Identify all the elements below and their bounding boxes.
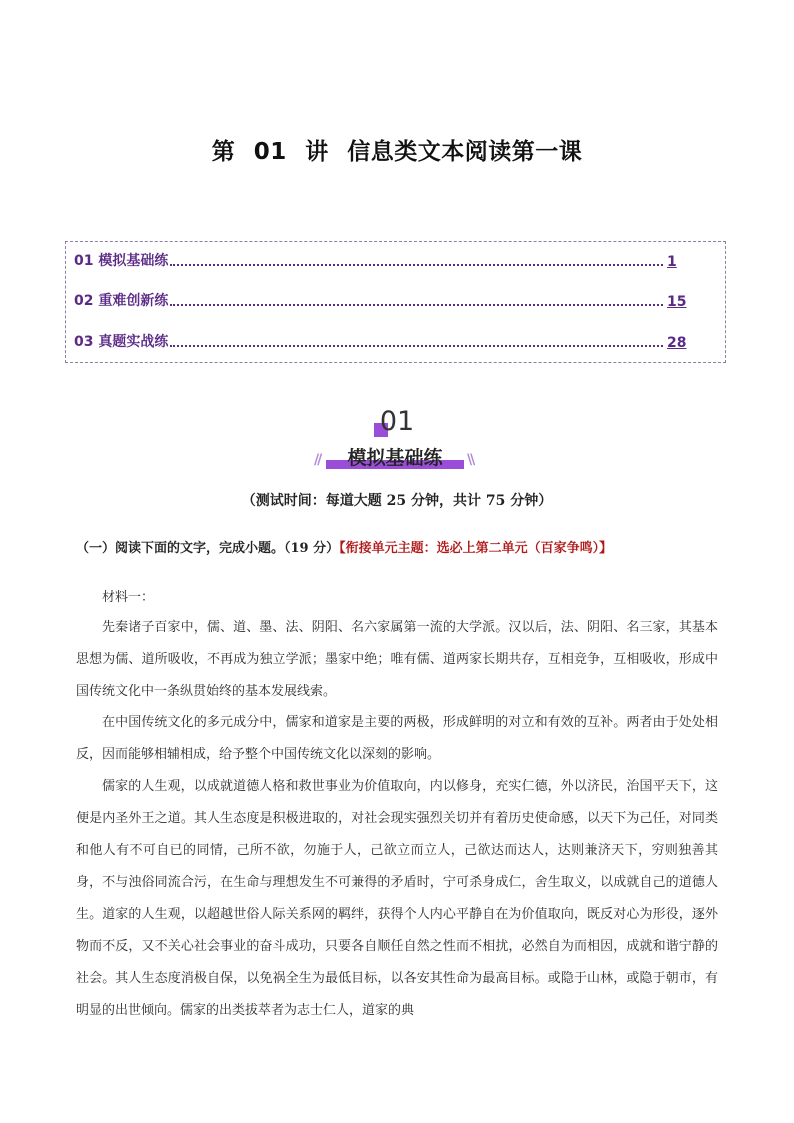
material-label: 材料一： <box>102 590 155 605</box>
paragraph-1: 先秦诸子百家中，儒、道、墨、法、阴阳、名六家属第一流的大学派。汉以后，法、阴阳、名三家，其基本思想为儒、道所吸收，不再成为独立学派；墨家中绝；唯有儒、道两家长期共存，互相竞争，互相吸收，形成中国传统文化中一条纵贯始终的基本发展线索。 <box>76 620 718 699</box>
page-title: 第 01 讲 信息类文本阅读第一课 <box>211 139 583 165</box>
toc-leader-dots <box>170 345 663 347</box>
question-heading <box>76 537 612 556</box>
paragraph-2: 在中国传统文化的多元成分中，儒家和道家是主要的两极，形成鲜明的对立和有效的互补。两者由于处处相反，因而能够相辅相成，给予整个中国传统文化以深刻的影响。 <box>76 715 718 762</box>
toc-item-page[interactable]: 15 <box>667 294 687 310</box>
toc-item-page[interactable]: 1 <box>667 254 677 270</box>
toc-item-3[interactable] <box>74 327 687 351</box>
toc-item-page[interactable]: 28 <box>667 335 687 351</box>
toc-item-2[interactable] <box>74 286 687 310</box>
paragraph-3: 儒家的人生观，以成就道德人格和救世事业为价值取向，内以修身，充实仁德，外以济民，治国平天下，这便是内圣外王之道。其人生态度是积极进取的，对社会现实强烈关切并有着历史使命感，以天下为己任，对同类和他人有不可自已的同情，己所不欲，勿施于人，己欲立而立人，己欲达而达人，达则兼济天下，穷则独善其身，不与浊俗同流合污，在生命与理想发生不可兼得的矛盾时，宁可杀身成仁，舍生取义，以成就自己的道德人生。道家的人生观，以超越世俗人际关系网的羁绊，获得个人内心平静自在为价值取向，既反对心为形役，逐外物而不反，又不关心社会事业的奋斗成功，只要各自顺任自然之性而不相扰，必然自为而相因，成就和谐宁静的社会。其人生态度消极自保，以免祸全生为最低目标，以各安其性命为最高目标。或隐于山林，或隐于朝市，有明显的出世倾向。儒家的出类拔萃者为志士仁人，道家的典 <box>76 779 718 1018</box>
toc-item-label: 03 真题实战练 <box>74 334 169 350</box>
toc-item-label: 02 重难创新练 <box>74 293 169 309</box>
toc-item-label: 01 模拟基础练 <box>74 253 169 269</box>
toc-leader-dots <box>170 264 663 266</box>
toc-item-1[interactable] <box>74 246 677 270</box>
decorative-slashes-right: \\ <box>467 452 474 468</box>
question-prefix: （一）阅读下面的文字，完成小题。（19 分） <box>76 541 340 556</box>
unit-theme-tag: 【衔接单元主题：选必上第二单元（百家争鸣）】 <box>339 541 613 556</box>
toc-leader-dots <box>170 304 663 306</box>
table-of-contents <box>65 241 726 363</box>
decorative-slashes-left: // <box>314 452 321 468</box>
section-heading: 模拟基础练 <box>347 447 443 469</box>
test-time-note: （测试时间：每道大题 25 分钟，共计 75 分钟） <box>241 493 553 509</box>
section-number: 01 <box>379 406 415 437</box>
